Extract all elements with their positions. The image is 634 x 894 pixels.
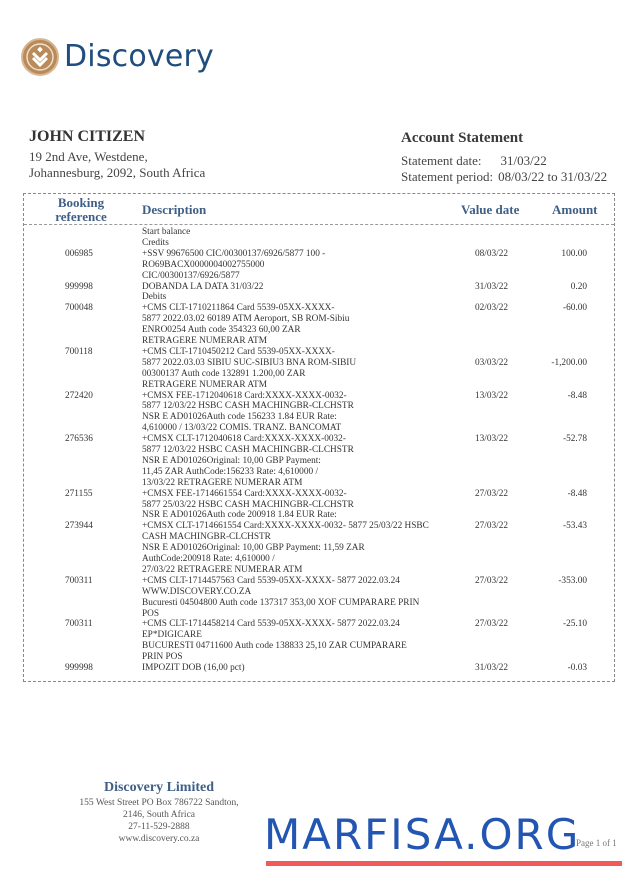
footer (40, 780, 278, 845)
description-line: +CMSX CLT-1714661554 Card:XXXX-XXXX-0032- 5877 25/03/22 HSBC (142, 521, 429, 532)
value-date: 27/03/22 (475, 488, 509, 499)
customer-block (29, 128, 205, 181)
statement-date-value: 31/03/22 (500, 153, 547, 168)
description-line: +CMS CLT-1710450212 Card 5539-05XX-XXXX- (142, 346, 335, 357)
header-description: Description (142, 202, 207, 217)
description-line: 00300137 Auth code 132891 1.200,00 ZAR (142, 368, 306, 379)
value-date: 31/03/22 (475, 663, 509, 673)
statement-period-label: Statement period: (401, 169, 494, 184)
customer-name: JOHN CITIZEN (29, 128, 146, 145)
amount: -52.78 (562, 434, 587, 445)
description-line: POS (142, 608, 160, 619)
booking-reference: 272420 (65, 390, 93, 401)
statement-info (401, 130, 607, 185)
amount: -25.10 (562, 619, 587, 630)
booking-reference: 276536 (65, 434, 93, 445)
amount: -53.43 (562, 521, 587, 532)
description-line: 5877 12/03/22 HSBC CASH MACHINGBR-CLCHSTR (142, 445, 354, 455)
header-ref-line2: reference (55, 209, 107, 224)
description-line: CASH MACHINGBR-CLCHSTR (142, 532, 271, 543)
footer-company: Discovery Limited (103, 780, 215, 795)
value-date: 27/03/22 (475, 619, 509, 630)
booking-reference: 700311 (65, 575, 93, 586)
amount: 100.00 (561, 248, 587, 259)
description-line: +CMS CLT-1710211864 Card 5539-05XX-XXXX- (142, 303, 335, 314)
description-line: Credits (142, 237, 169, 248)
description-line: 13/03/22 RETRAGERE NUMERAR ATM (142, 477, 303, 488)
statement-title: Account Statement (401, 130, 524, 146)
amount: -60.00 (562, 303, 587, 314)
header-value-date: Value date (461, 202, 520, 217)
booking-reference: 273944 (65, 521, 93, 532)
footer-address-line1: 155 West Street PO Box 786722 Sandton, (79, 798, 239, 808)
booking-reference: 700048 (65, 303, 93, 314)
page-number: Page 1 of 1 (576, 838, 617, 848)
description-line: NSR E AD01026Original: 10,00 GBP Payment: 11,59 ZAR (142, 543, 365, 554)
description-line: DOBANDA LA DATA 31/03/22 (142, 281, 264, 292)
description-line: +CMSX CLT-1712040618 Card:XXXX-XXXX-0032- (142, 434, 346, 445)
description-line: WWW.DISCOVERY.CO.ZA (142, 586, 252, 597)
footer-phone: 27-11-529-2888 (128, 822, 190, 832)
description-line: 4,610000 / 13/03/22 COMIS. TRANZ. BANCOMAT (142, 423, 342, 434)
statement-date-label: Statement date: (401, 153, 482, 168)
description-line: +CMS CLT-1714457563 Card 5539-05XX-XXXX- 5877 2022.03.24 (142, 575, 400, 586)
description-line: RO69BACX0000004002755000 (142, 259, 265, 270)
booking-reference: 999998 (65, 663, 93, 673)
watermark-underline (266, 861, 622, 866)
footer-address-line2: 2146, South Africa (122, 810, 196, 820)
value-date: 27/03/22 (475, 575, 509, 586)
header-booking-reference (52, 196, 110, 224)
amount: -0.03 (567, 663, 587, 673)
description-line: EP*DIGICARE (142, 630, 202, 641)
amount: 0.20 (570, 281, 587, 292)
value-date: 31/03/22 (475, 281, 509, 292)
booking-reference: 271155 (65, 488, 93, 499)
discovery-logo (21, 38, 214, 76)
booking-reference: 006985 (65, 248, 93, 259)
description-line: RETRAGERE NUMERAR ATM (142, 336, 267, 346)
statement-period-value: 08/03/22 to 31/03/22 (498, 169, 608, 184)
description-line: 5877 2022.03.03 SIBIU SUC-SIBIU3 BNA ROM-SIBIU (142, 357, 357, 368)
description-line: 5877 25/03/22 HSBC CASH MACHINGBR-CLCHSTR (142, 499, 354, 510)
customer-address-line2: Johannesburg, 2092, South Africa (29, 165, 206, 180)
table-header (24, 194, 614, 225)
amount: -8.48 (567, 488, 587, 499)
value-date: 08/03/22 (475, 248, 509, 259)
description-line: NSR E AD01026Auth code 200918 1.84 EUR Rate: (142, 510, 337, 521)
booking-reference: 700311 (65, 619, 93, 630)
description-line: 5877 2022.03.02 60189 ATM Aeroport, SB ROM-Sibiu (142, 314, 350, 325)
description-line: +SSV 99676500 CIC/00300137/6926/5877 100 - (142, 248, 326, 259)
footer-website[interactable]: www.discovery.co.za (118, 834, 200, 844)
statement-date-row (401, 153, 607, 169)
description-line: +CMS CLT-1714458214 Card 5539-05XX-XXXX- 5877 2022.03.24 (142, 619, 400, 630)
description-line: BUCURESTI 04711600 Auth code 138833 25,10 ZAR CUMPARARE (142, 641, 407, 652)
booking-reference: 700118 (65, 346, 93, 357)
description-line: NSR E AD01026Original: 10,00 GBP Payment: (142, 455, 321, 466)
amount: -353.00 (558, 575, 587, 586)
description-line: AuthCode:200918 Rate: 4,610000 / (142, 554, 275, 564)
value-date: 03/03/22 (475, 357, 509, 368)
value-date: 27/03/22 (475, 521, 509, 532)
description-line: CIC/00300137/6926/5877 (142, 270, 240, 281)
brand-name: Discovery (64, 39, 215, 74)
transactions-table (23, 193, 615, 682)
value-date: 02/03/22 (475, 303, 509, 314)
description-line: RETRAGERE NUMERAR ATM (142, 379, 267, 390)
customer-address-line1: 19 2nd Ave, Westdene, (29, 149, 148, 164)
statement-period-row (401, 169, 607, 185)
amount: -8.48 (567, 390, 587, 401)
discovery-chevron-shield-icon (21, 38, 59, 76)
amount: -1,200.00 (551, 357, 587, 368)
description-line: +CMSX FEE-1712040618 Card:XXXX-XXXX-0032- (142, 390, 347, 401)
booking-reference: 999998 (65, 281, 93, 292)
value-date: 13/03/22 (475, 434, 509, 445)
header-ref-line1: Booking (57, 195, 105, 210)
value-date: 13/03/22 (475, 390, 509, 401)
description-line: 5877 12/03/22 HSBC CASH MACHINGBR-CLCHSTR (142, 401, 354, 412)
description-line: 27/03/22 RETRAGERE NUMERAR ATM (142, 564, 303, 575)
watermark-text: MARFISA.ORG (264, 810, 581, 859)
description-line: 11,45 ZAR AuthCode:156233 Rate: 4,610000 / (142, 466, 319, 477)
header-amount: Amount (552, 202, 598, 217)
description-line: +CMSX FEE-1714661554 Card:XXXX-XXXX-0032- (142, 488, 347, 499)
description-line: ENRO0254 Auth code 354323 60,00 ZAR (142, 325, 301, 336)
description-line: Start balance (142, 227, 191, 237)
description-line: Debits (142, 292, 167, 303)
watermark (264, 810, 622, 866)
description-line: Bucuresti 04504800 Auth code 137317 353,00 XOF CUMPARARE PRIN (142, 597, 420, 608)
description-line: PRIN POS (142, 652, 183, 663)
description-line: NSR E AD01026Auth code 156233 1.84 EUR Rate: (142, 412, 337, 423)
description-line: IMPOZIT DOB (16,00 pct) (142, 663, 245, 673)
